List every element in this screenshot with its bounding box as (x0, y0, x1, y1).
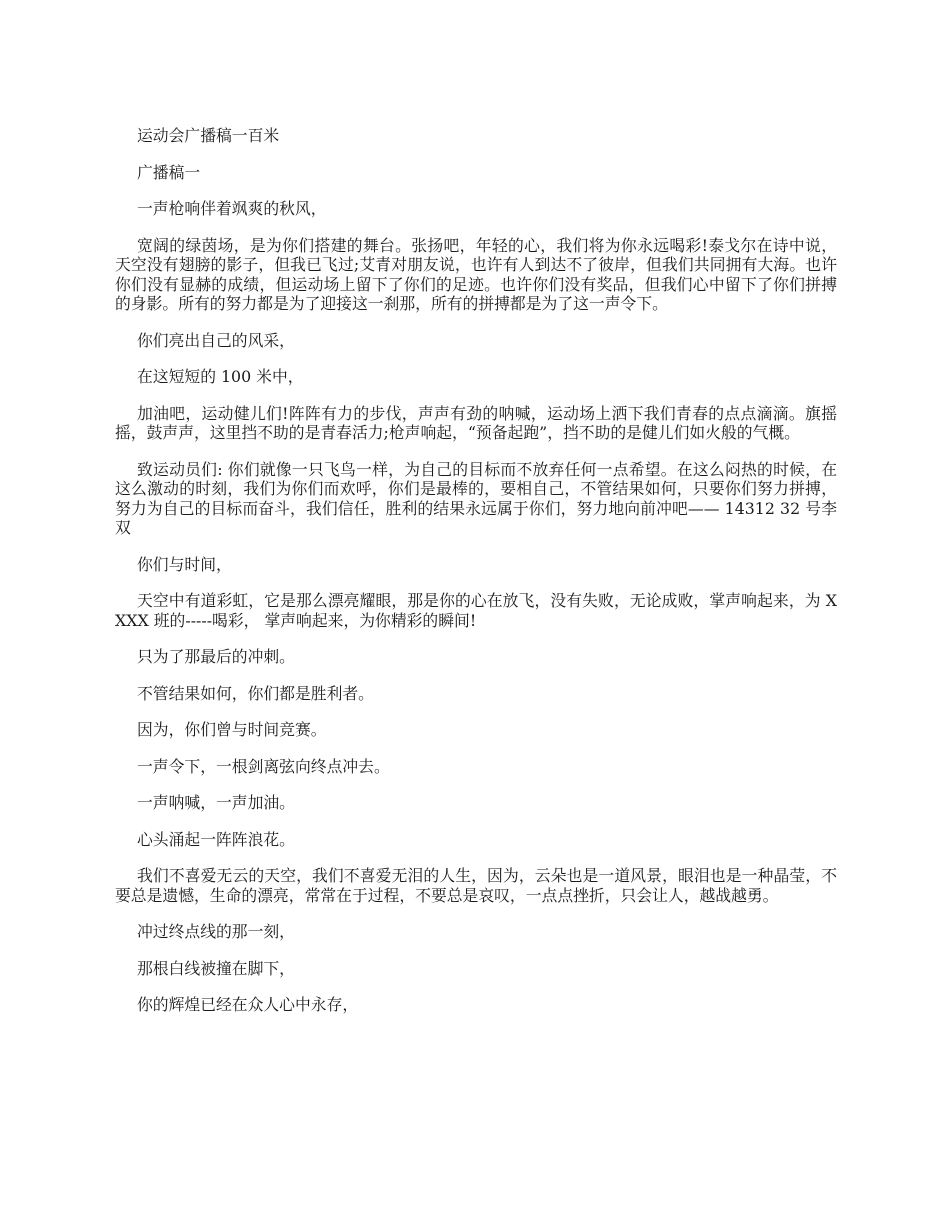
paragraph: 你们亮出自己的风采， (137, 330, 295, 350)
paragraph: 我们不喜爱无云的天空，我们不喜爱无泪的人生，因为，云朵也是一道风景，眼泪也是一种晶莹，不要总是遗憾，生命的漂亮，常常在于过程，不要总是哀叹，一点点挫折，只会让人，越战越勇。 (115, 866, 837, 905)
paragraph: 只为了那最后的冲刺。 (137, 647, 295, 666)
paragraph: 你的辉煌已经在众人心中永存， (137, 995, 359, 1014)
document-body (115, 126, 837, 1032)
paragraph: 不管结果如何，你们都是胜利者。 (137, 683, 374, 703)
paragraph: 一声令下，一根剑离弦向终点冲去。 (137, 756, 390, 776)
paragraph: 致运动员们: 你们就像一只飞鸟一样，为自己的目标而不放弃任何一点希望。在这么闷热的时候，在这么激动的时刻，我们为你们而欢呼，你们是最棒的，要相自己，不管结果如何，只要你们努力拼搏，努力为自己的目标而奋斗，我们信任，胜利的结果永远属于你们，努力地向前冲吧—— 14312 32 号李双 (115, 459, 837, 537)
paragraph: 加油吧，运动健儿们!阵阵有力的步伐，声声有劲的呐喊，运动场上洒下我们青春的点点滴滴。旗摇摇，鼓声声，这里挡不助的是青春活力;枪声响起，“预备起跑”，挡不助的是健儿们如火般的气概。 (115, 403, 837, 442)
paragraph: 因为，你们曾与时间竞赛。 (137, 720, 327, 739)
paragraph: 心头涌起一阵阵浪花。 (137, 829, 295, 849)
paragraph: 那根白线被撞在脚下， (137, 958, 295, 978)
paragraph: 冲过终点线的那一刻， (137, 922, 295, 941)
section-heading: 广播稿一 (137, 162, 201, 182)
paragraph: 一声呐喊，一声加油。 (137, 793, 295, 812)
paragraph: 天空中有道彩虹，它是那么漂亮耀眼，那是你的心在放飞，没有失败，无论成败，掌声响起来，为 XXXX 班的-----喝彩， 掌声响起来，为你精彩的瞬间! (115, 591, 837, 630)
paragraph: 宽阔的绿茵场，是为你们搭建的舞台。张扬吧，年轻的心，我们将为你永远喝彩!泰戈尔在诗中说，天空没有翅膀的影子，但我已飞过;艾青对朋友说，也许有人到达不了彼岸，但我们共同拥有大海。也许你们没有显赫的成绩，但运动场上留下了你们的足迹。也许你们没有奖品，但我们心中留下了你们拼搏的身影。所有的努力都是为了迎接这一刹那，所有的拼搏都是为了这一声令下。 (115, 235, 837, 313)
paragraph: 在这短短的 100 米中， (137, 367, 304, 386)
paragraph: 你们与时间， (137, 554, 232, 574)
document-title: 运动会广播稿一百米 (137, 126, 280, 145)
paragraph: 一声枪响伴着飒爽的秋风， (137, 199, 327, 218)
